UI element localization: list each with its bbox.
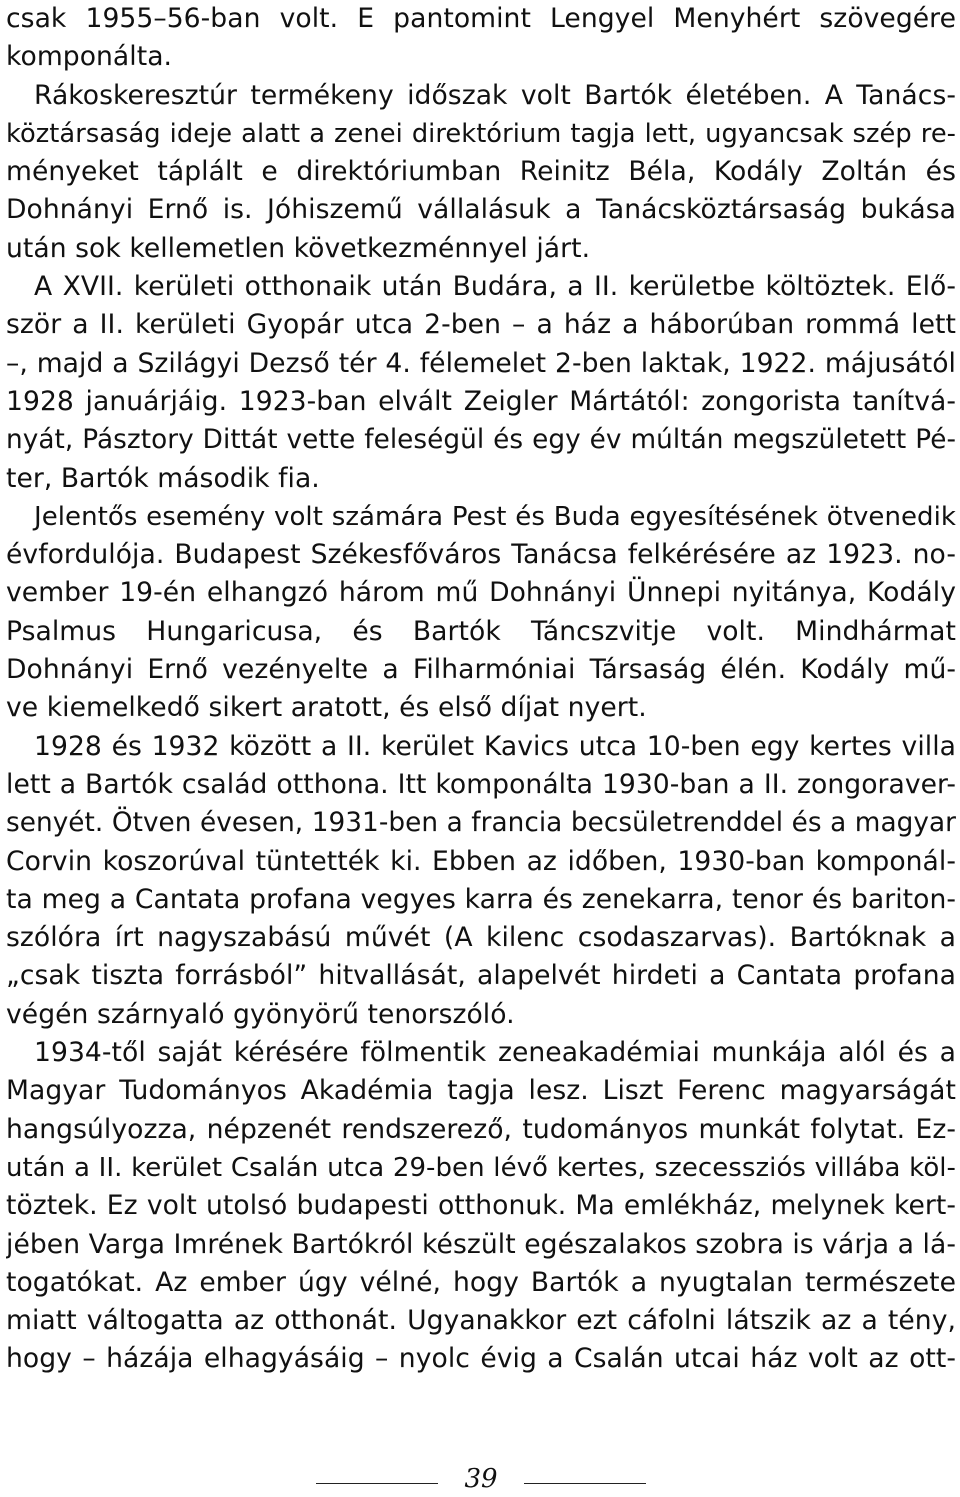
- page-footer: [0, 1460, 960, 1494]
- text-line: Dohnányi Ernő is. Jóhiszemű vállalásuk a Tanácsköztársaság bukása: [6, 194, 956, 226]
- text-line: ta meg a Cantata profana vegyes karra és zenekarra, tenor és bariton-: [6, 883, 956, 915]
- text-line: miatt váltogatta az otthonát. Ugyanakkor ezt cáfolni látszik az a tény,: [6, 1305, 956, 1337]
- text-line: vember 19-én elhangzó három mű Dohnányi Ünnepi nyitánya, Kodály: [6, 577, 956, 609]
- text-line: csak 1955–56-ban volt. E pantomint Lengyel Menyhért szövegére: [6, 3, 956, 34]
- text-line: jében Varga Imrének Bartókról készült egészalakos szobra is várja a lá-: [6, 1228, 956, 1260]
- text-line: töztek. Ez volt utolsó budapesti otthonuk. Ma emlékház, melynek kert-: [6, 1190, 956, 1222]
- text-line: szólóra írt nagyszabású művét (A kilenc csodaszarvas). Bartóknak a: [6, 922, 956, 954]
- text-line: végén szárnyaló gyönyörű tenorszóló.: [6, 998, 515, 1030]
- text-line: Magyar Tudományos Akadémia tagja lesz. Liszt Ferenc magyarságát: [6, 1075, 956, 1107]
- text-line: senyét. Ötven évesen, 1931-ben a francia becsületrenddel és a magyar: [6, 808, 956, 839]
- body-text: [6, 0, 956, 1379]
- document-page: [6, 0, 956, 1379]
- text-line: lett a Bartók család otthona. Itt komponálta 1930-ban a II. zongoraver-: [6, 768, 956, 800]
- text-line: után a II. kerület Csalán utca 29-ben lévő kertes, szecessziós villába köl-: [6, 1152, 956, 1183]
- text-line: 1928 januárjáig. 1923-ban elvált Zeigler Mártától: zongorista tanítvá-: [6, 385, 956, 417]
- text-line: hangsúlyozza, népzenét rendszerező, tudományos munkát folytat. Ez-: [6, 1113, 956, 1145]
- text-line: –, majd a Szilágyi Dezső tér 4. félemelet 2-ben laktak, 1922. májusától: [6, 347, 956, 379]
- text-line: Psalmus Hungaricusa, és Bartók Táncszvitje volt. Mindhármat: [6, 615, 956, 647]
- text-line: ször a II. kerületi Gyopár utca 2-ben – a ház a háborúban rommá lett: [6, 309, 956, 341]
- text-line: Corvin koszorúval tüntették ki. Ebben az időben, 1930-ban komponál-: [6, 845, 956, 877]
- text-line: „csak tiszta forrásból” hitvallását, alapelvét hirdeti a Cantata profana: [6, 960, 956, 992]
- footer-rule-right: [524, 1483, 646, 1484]
- text-line: évfordulója. Budapest Székesfőváros Tanácsa felkérésére az 1923. no-: [6, 539, 956, 571]
- text-line: 1934-től saját kérésére fölmentik zeneakadémiai munkája alól és a: [34, 1037, 956, 1069]
- text-line: hogy – házája elhagyásáig – nyolc évig a Csalán utcai ház volt az ott-: [6, 1343, 956, 1375]
- text-line: Rákoskeresztúr termékeny időszak volt Bartók életében. A Tanács-: [34, 79, 956, 111]
- page-number: 39: [464, 1464, 498, 1494]
- text-line: komponálta.: [6, 41, 173, 73]
- text-line: ter, Bartók második fia.: [6, 462, 320, 494]
- text-line: A XVII. kerületi otthonaik után Budára, a II. kerületbe költöztek. Elő-: [34, 271, 956, 303]
- text-line: köztársaság ideje alatt a zenei direktórium tagja lett, ugyancsak szép re-: [6, 118, 956, 149]
- text-line: Dohnányi Ernő vezényelte a Filharmóniai Társaság élén. Kodály mű-: [6, 654, 956, 686]
- text-line: nyát, Pásztory Dittát vette feleségül és egy év múltán megszületett Pé-: [6, 425, 956, 456]
- text-line: togatókat. Az ember úgy vélné, hogy Bartók a nyugtalan természete: [6, 1266, 956, 1298]
- footer-rule-left: [316, 1483, 438, 1484]
- text-line: 1928 és 1932 között a II. kerület Kavics utca 10-ben egy kertes villa: [34, 730, 956, 762]
- text-line: után sok kellemetlen következménnyel járt.: [6, 232, 591, 264]
- text-line: ve kiemelkedő sikert aratott, és első díjat nyert.: [6, 692, 647, 724]
- text-line: ményeket táplált e direktóriumban Reinitz Béla, Kodály Zoltán és: [6, 156, 956, 188]
- text-line: Jelentős esemény volt számára Pest és Buda egyesítésének ötvenedik: [34, 501, 956, 532]
